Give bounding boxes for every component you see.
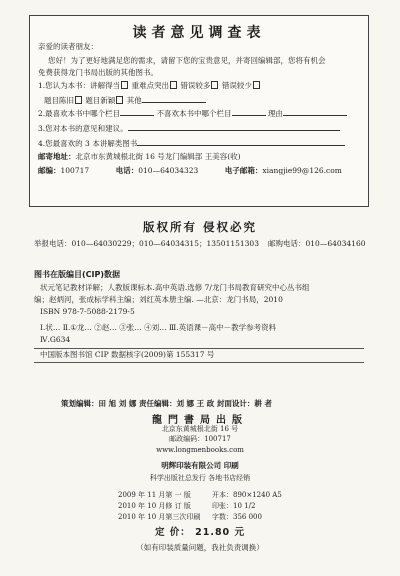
cip-line-2: 编；赵炳河，张成标学科主编；刘红英本册主编. —北京：龙门书局，2010 [34,295,283,304]
edition-date-3: 2010 年 10 月第三次印刷 [118,513,201,521]
edition-row-3 [118,512,262,522]
disliked-section-input[interactable] [232,108,266,116]
phone-number: 010—64034323 [138,166,199,175]
cip-line-4: Ⅰ.状… Ⅱ.①龙… ②赵… ③张… ④刘… Ⅲ.英语课－高中－教学参考资料 [40,323,277,332]
cip-line-1: 状元笔记教材详解；人教版课标本.高中英语.选修 7/龙门书局教育研究中心丛书组 [40,283,310,292]
favorite-section-input[interactable] [120,108,154,116]
survey-title: 读者意见调查表 [132,25,266,41]
survey-greeting: 亲爱的读者朋友： [38,42,98,51]
checkbox-few-errors[interactable] [253,81,260,89]
mail-address: 北京市东黄城根北街 16 号龙门编辑部 王美容(收) [75,152,241,161]
reason-input[interactable] [283,108,347,116]
sheet-count: 印张：10 1/2 [212,502,256,510]
cip-isbn: ISBN 978-7-5088-2179-5 [40,307,135,316]
survey-question-1-row1 [38,81,261,90]
checkbox-many-errors[interactable] [211,81,218,89]
checkbox-explained[interactable] [121,81,128,89]
q1-opt2: 重难点突出 [131,81,170,90]
cip-divider [34,348,364,349]
publisher-website[interactable]: www.longmenbooks.com [156,446,244,454]
publisher-address: 北京东黄城根北街 16 号 [161,425,239,433]
survey-question-4 [38,138,345,148]
checkbox-key-points[interactable] [170,81,177,89]
survey-intro-2: 免费获得龙门书局出版的其他图书。 [38,68,158,77]
cip-divider-bottom [34,362,364,363]
word-count: 字数：356 000 [212,513,262,521]
report-phone: 举报电话：010—64030229；010—64034315；13501151303 [34,239,259,248]
checkbox-new-questions[interactable] [116,96,123,104]
format-size: 开本：890×1240 A5 [212,491,282,499]
q1-opt3: 错误较多 [180,81,211,90]
survey-intro-1: 您好！为了更好地满足您的需求，请留下您的宝贵意见，并寄回编辑部，您将有机会 [48,56,326,65]
q3-label: 3.您对本书的意见和建议。 [38,124,128,133]
q2-reason-label: 理由 [267,109,283,118]
mail-address-row [38,152,241,161]
quality-notice: （如有印装质量问题，我社负责调换） [136,543,264,552]
copyright-notice: 版权所有 侵权必究 [142,220,257,234]
phone-label: 电话： [115,166,139,175]
q1-opt7: 其他 [126,96,142,105]
edition-date-1: 2009 年 11 月第 一 版 [118,491,191,499]
cip-line-6: 中国版本图书馆 CIP 数据核字(2009)第 155317 号 [40,350,215,359]
postcode: 100717 [60,166,90,175]
other-input-line[interactable] [142,95,206,103]
publisher-name: 龍門書局出版 [152,415,248,426]
q1-opt6: 题目新颖 [85,96,116,105]
survey-question-3 [38,123,340,133]
edition-date-2: 2010 年 10 月修 订 版 [118,502,191,510]
checkbox-old-questions[interactable] [75,96,82,104]
q4-label: 4.您最喜欢的 3 本讲解类图书 [38,139,138,148]
survey-question-1-row2 [44,95,206,105]
publisher-postcode: 邮政编码：100717 [169,435,231,443]
edition-row-2 [118,501,255,511]
contact-row [38,166,342,175]
q1-opt4: 错误较少 [221,81,252,90]
edition-row-1 [118,490,282,500]
printer: 明辉印装有限公司 印刷 [161,461,239,470]
postcode-label: 邮编： [38,166,61,175]
price: 定 价： 21.80 元 [155,527,245,538]
reader-survey-box [29,15,369,207]
q1-label: 1.您认为本书：讲解得当 [38,81,121,90]
editors-credit: 策划编辑：田 旭 刘 娜 责任编辑：刘 娜 王 政 封面设计：耕 者 [61,399,272,408]
survey-question-2 [38,108,347,118]
email-address[interactable]: xiangjie99@126.com [262,166,342,175]
q1-opt5: 题目陈旧 [44,96,74,105]
q2-favorite-label: 2.最喜欢本书中哪个栏目 [38,109,121,118]
email-label: 电子邮箱： [224,166,263,175]
q2-disliked-label: 不喜欢本书中哪个栏目 [156,109,232,118]
purchase-phone: 邮购电话：010—64034160 [268,239,366,248]
cip-title: 图书在版编目(CIP)数据 [34,270,121,279]
suggestion-input[interactable] [128,123,340,131]
address-label: 邮寄地址： [38,152,76,161]
favorite-books-input[interactable] [137,138,345,146]
cip-line-5: Ⅳ.G634 [40,335,71,344]
distributor: 科学出版社总发行 各地书店经销 [149,474,251,482]
